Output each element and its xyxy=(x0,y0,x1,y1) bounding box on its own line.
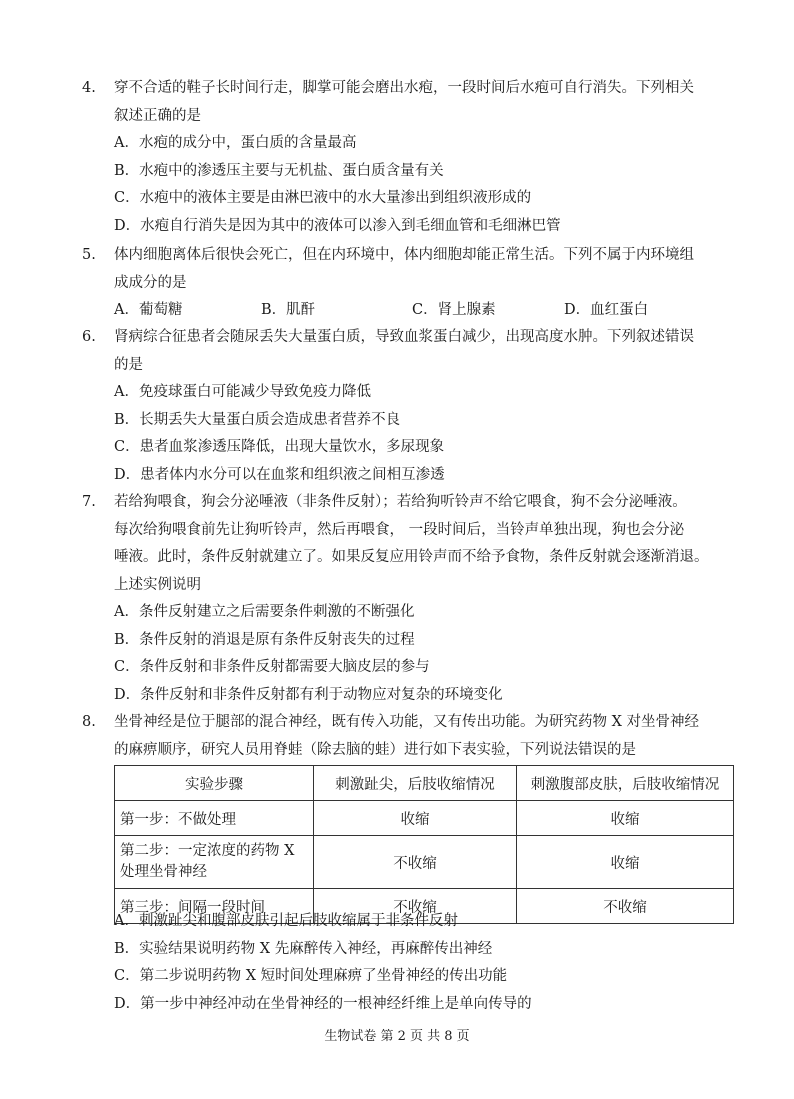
option-d[interactable]: D．第一步中神经冲动在坐骨神经的一根神经纤维上是单向传导的 xyxy=(114,995,532,1012)
question-5 xyxy=(82,242,732,325)
question-7 xyxy=(82,489,732,709)
option-c[interactable]: C．第二步说明药物 X 短时间处理麻痹了坐骨神经的传出功能 xyxy=(114,968,508,984)
belly-result-cell: 收缩 xyxy=(517,836,734,889)
table-row xyxy=(115,801,734,836)
question-stem: 穿不合适的鞋子长时间行走，脚掌可能会磨出水疱，一段时间后水疱可自行消失。下列相关 xyxy=(114,80,694,96)
option-c[interactable]: C．条件反射和非条件反射都需要大脑皮层的参与 xyxy=(114,659,430,675)
question-number: 6. xyxy=(82,329,96,345)
step-text-continued: 处理坐骨神经 xyxy=(120,864,207,880)
option-b[interactable]: B．肌酐 xyxy=(261,302,316,318)
option-c[interactable]: C．患者血浆渗透压降低，出现大量饮水，多尿现象 xyxy=(114,439,445,455)
column-header: 刺激腹部皮肤，后肢收缩情况 xyxy=(517,766,734,801)
option-d[interactable]: D．患者体内水分可以在血浆和组织液之间相互渗透 xyxy=(114,466,445,483)
step-text: 第三步：间隔一段时间 xyxy=(120,899,265,916)
step-cell xyxy=(115,836,314,889)
option-a[interactable]: A．免疫球蛋白可能减少导致免疫力降低 xyxy=(114,384,371,400)
option-a[interactable]: A．葡萄糖 xyxy=(114,302,183,318)
option-a[interactable]: A．条件反射建立之后需要条件刺激的不断强化 xyxy=(114,604,415,620)
toe-result-cell: 收缩 xyxy=(314,801,517,836)
question-number: 4. xyxy=(82,80,96,96)
question-8-options xyxy=(82,908,732,1018)
options-row xyxy=(82,297,732,325)
option-d[interactable]: D．血红蛋白 xyxy=(564,302,649,318)
question-stem: 肾病综合征患者会随尿丢失大量蛋白质，导致血浆蛋白减少，出现高度水肿。下列叙述错误 xyxy=(114,329,694,345)
page-footer: 生物试卷 第 2 页 共 8 页 xyxy=(324,1029,470,1044)
step-text: 第一步：不做处理 xyxy=(120,811,236,828)
question-6 xyxy=(82,324,732,489)
question-stem: 体内细胞离体后很快会死亡，但在内环境中，体内细胞却能正常生活。下列不属于内环境组 xyxy=(114,247,694,263)
table-row xyxy=(115,836,734,889)
step-cell xyxy=(115,801,314,836)
option-c[interactable]: C．肾上腺素 xyxy=(412,302,496,318)
question-stem-continued: 叙述正确的是 xyxy=(114,107,201,124)
toe-result-cell: 不收缩 xyxy=(314,889,517,924)
option-b[interactable]: B．长期丢失大量蛋白质会造成患者营养不良 xyxy=(114,411,401,428)
column-header: 刺激趾尖，后肢收缩情况 xyxy=(314,766,517,801)
option-d[interactable]: D．条件反射和非条件反射都有利于动物应对复杂的环境变化 xyxy=(114,686,503,703)
experiment-table xyxy=(114,765,734,924)
option-a[interactable]: A．水疱的成分中，蛋白质的含量最高 xyxy=(114,135,357,151)
option-c[interactable]: C．水疱中的液体主要是由淋巴液中的水大量渗出到组织液形成的 xyxy=(114,190,532,206)
option-b[interactable]: B．条件反射的消退是原有条件反射丧失的过程 xyxy=(114,631,415,648)
toe-result-cell: 不收缩 xyxy=(314,836,517,889)
table-header-row xyxy=(115,766,734,801)
option-b[interactable]: B．水疱中的渗透压主要与无机盐、蛋白质含量有关 xyxy=(114,162,444,179)
question-8 xyxy=(82,709,732,764)
question-number: 7. xyxy=(82,494,96,510)
question-stem-continued: 每次给狗喂食前先让狗听铃声，然后再喂食， 一段时间后，当铃声单独出现，狗也会分泌 xyxy=(114,521,685,538)
question-stem-continued: 的是 xyxy=(114,356,143,373)
column-header: 实验步骤 xyxy=(115,766,314,801)
option-d[interactable]: D．水疱自行消失是因为其中的液体可以渗入到毛细血管和毛细淋巴管 xyxy=(114,217,561,234)
question-number: 5. xyxy=(82,247,96,263)
question-stem-continued: 唾液。此时，条件反射就建立了。如果反复应用铃声而不给予食物，条件反射就会逐渐消退。 xyxy=(114,549,709,565)
question-stem: 若给狗喂食，狗会分泌唾液（非条件反射）；若给狗听铃声不给它喂食，狗不会分泌唾液。 xyxy=(114,494,687,510)
question-4 xyxy=(82,75,732,240)
question-stem-continued: 成成分的是 xyxy=(114,274,187,291)
question-stem: 坐骨神经是位于腿部的混合神经，既有传入功能，又有传出功能。为研究药物 X 对坐骨神经 xyxy=(114,714,700,730)
belly-result-cell: 收缩 xyxy=(517,801,734,836)
belly-result-cell: 不收缩 xyxy=(517,889,734,924)
option-b[interactable]: B．实验结果说明药物 X 先麻醉传入神经，再麻醉传出神经 xyxy=(114,940,493,957)
question-number: 8. xyxy=(82,714,96,730)
option-a[interactable]: A．刺激趾尖和腹部皮肤引起后肢收缩属于非条件反射 xyxy=(114,913,458,929)
question-stem-continued: 上述实例说明 xyxy=(114,576,201,593)
question-stem-continued: 的麻痹顺序，研究人员用脊蛙（除去脑的蛙）进行如下表实验，下列说法错误的是 xyxy=(114,741,636,758)
step-text: 第二步：一定浓度的药物 X xyxy=(120,843,295,859)
